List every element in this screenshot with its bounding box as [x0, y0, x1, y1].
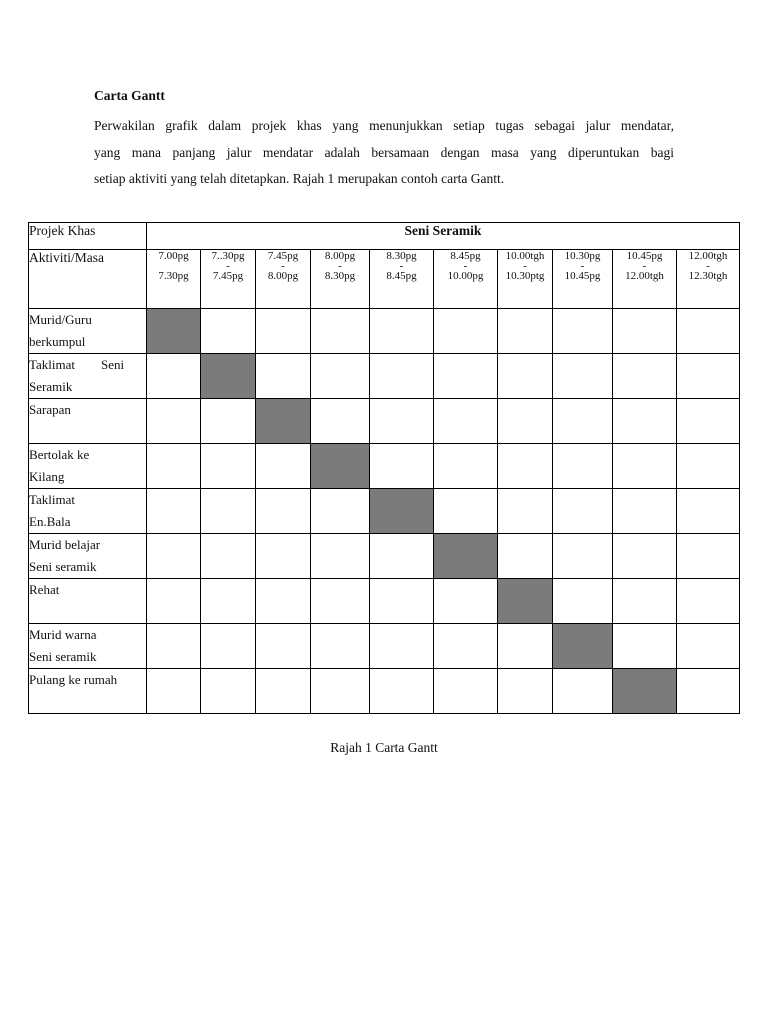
- time-slot-start: 10.30pg: [564, 250, 601, 262]
- gantt-bar: [553, 624, 613, 669]
- gantt-cell: [370, 309, 434, 354]
- gantt-cell: [677, 534, 740, 579]
- time-slot-header: [613, 250, 677, 309]
- gantt-cell: [201, 534, 256, 579]
- time-slot-start: 12.00tgh: [688, 250, 728, 262]
- time-slot-dash: -: [523, 260, 527, 272]
- gantt-cell: [256, 624, 311, 669]
- gantt-cell: [553, 534, 613, 579]
- gantt-cell: [613, 579, 677, 624]
- time-slot-start: 8.30pg: [386, 250, 417, 262]
- time-slot-header: [370, 250, 434, 309]
- gantt-cell: [613, 444, 677, 489]
- time-slot-start: 7.00pg: [158, 250, 189, 262]
- gantt-cell: [434, 309, 498, 354]
- time-slot-start: 10.45pg: [626, 250, 663, 262]
- gantt-bar: [434, 534, 498, 579]
- gantt-cell: [201, 444, 256, 489]
- gantt-cell: [201, 399, 256, 444]
- gantt-cell: [256, 534, 311, 579]
- gantt-cell: [434, 669, 498, 714]
- activity-name: [29, 534, 147, 579]
- activity-name-line: Kilang: [29, 469, 65, 484]
- gantt-cell: [677, 669, 740, 714]
- gantt-cell: [201, 309, 256, 354]
- gantt-cell: [311, 399, 370, 444]
- gantt-cell: [370, 399, 434, 444]
- gantt-cell: [498, 444, 553, 489]
- time-slot-start: 8.45pg: [450, 250, 481, 262]
- gantt-cell: [311, 489, 370, 534]
- project-row: [29, 223, 740, 250]
- activity-name: [29, 399, 147, 444]
- activity-name-line: Murid warna: [29, 627, 97, 642]
- gantt-cell: [677, 624, 740, 669]
- time-slot-header: [553, 250, 613, 309]
- gantt-bar: [370, 489, 434, 534]
- gantt-cell: [498, 489, 553, 534]
- activity-name: [29, 669, 147, 714]
- gantt-cell: [201, 669, 256, 714]
- gantt-cell: [256, 579, 311, 624]
- activity-name-line: Seni seramik: [29, 559, 97, 574]
- activity-row: [29, 354, 740, 399]
- gantt-cell: [311, 534, 370, 579]
- time-header-row: [29, 250, 740, 309]
- activity-name-line: Murid belajar: [29, 537, 101, 552]
- gantt-cell: [434, 489, 498, 534]
- time-slot-header: [201, 250, 256, 309]
- document-heading: Carta Gantt: [94, 88, 165, 103]
- activity-name-line: Seni seramik: [29, 649, 97, 664]
- gantt-cell: [147, 669, 201, 714]
- gantt-bar: [311, 444, 370, 489]
- paragraph-line: setiap aktiviti yang telah ditetapkan. Rajah 1 merupakan contoh carta Gantt.: [94, 171, 505, 186]
- activity-name-line: Taklimat: [29, 492, 76, 507]
- intro-paragraph: [94, 113, 674, 193]
- time-slot-dash: -: [281, 260, 285, 272]
- gantt-bar: [498, 579, 553, 624]
- gantt-cell: [256, 354, 311, 399]
- activity-name: [29, 489, 147, 534]
- gantt-cell: [613, 624, 677, 669]
- activity-row: [29, 399, 740, 444]
- time-slot-dash: -: [338, 260, 342, 272]
- gantt-cell: [370, 354, 434, 399]
- gantt-cell: [677, 354, 740, 399]
- gantt-cell: [498, 669, 553, 714]
- activity-name: [29, 354, 147, 399]
- gantt-bar: [147, 309, 201, 354]
- time-slot-end: 7.30pg: [158, 270, 189, 282]
- gantt-cell: [311, 579, 370, 624]
- gantt-cell: [553, 444, 613, 489]
- activity-name-line: Seramik: [29, 379, 73, 394]
- gantt-cell: [434, 624, 498, 669]
- gantt-cell: [147, 354, 201, 399]
- activity-row: [29, 669, 740, 714]
- time-slot-end: 10.30ptg: [505, 270, 545, 282]
- gantt-cell: [553, 354, 613, 399]
- time-slot-end: 8.30pg: [324, 270, 356, 282]
- gantt-cell: [147, 534, 201, 579]
- gantt-cell: [256, 444, 311, 489]
- gantt-cell: [256, 309, 311, 354]
- time-slot-dash: -: [399, 260, 404, 272]
- gantt-cell: [370, 624, 434, 669]
- gantt-bar: [256, 399, 311, 444]
- gantt-cell: [256, 669, 311, 714]
- time-slot-header: [498, 250, 553, 309]
- gantt-bar: [201, 354, 256, 399]
- gantt-cell: [370, 534, 434, 579]
- activity-name: [29, 579, 147, 624]
- time-slot-start: 10.00tgh: [505, 250, 545, 262]
- gantt-cell: [311, 354, 370, 399]
- activity-name: [29, 624, 147, 669]
- gantt-cell: [434, 354, 498, 399]
- gantt-cell: [370, 579, 434, 624]
- gantt-cell: [498, 534, 553, 579]
- time-slot-header: [311, 250, 370, 309]
- gantt-cell: [553, 669, 613, 714]
- gantt-cell: [498, 624, 553, 669]
- gantt-cell: [613, 534, 677, 579]
- time-slot-dash: -: [642, 260, 647, 272]
- time-slot-start: 8.00pg: [324, 250, 356, 262]
- activity-name: [29, 309, 147, 354]
- time-slot-end: 8.45pg: [386, 270, 417, 282]
- activity-row: [29, 309, 740, 354]
- activity-row: [29, 624, 740, 669]
- gantt-cell: [311, 669, 370, 714]
- activity-name-line: Murid/Guru: [29, 312, 92, 327]
- time-slot-dash: -: [580, 260, 585, 272]
- gantt-cell: [370, 444, 434, 489]
- project-label: Projek Khas: [29, 223, 147, 250]
- gantt-body: [29, 309, 740, 714]
- gantt-cell: [613, 354, 677, 399]
- activity-name-line: Sarapan: [29, 402, 71, 417]
- gantt-cell: [201, 624, 256, 669]
- activity-name-line: Bertolak ke: [29, 447, 90, 462]
- activity-row: [29, 489, 740, 534]
- activity-name-line: Taklimat Seni: [29, 357, 125, 372]
- gantt-cell: [677, 399, 740, 444]
- gantt-cell: [553, 489, 613, 534]
- time-slot-dash: -: [706, 260, 710, 272]
- gantt-cell: [147, 624, 201, 669]
- time-slot-end: 12.30tgh: [688, 270, 728, 282]
- activity-name-line: berkumpul: [29, 334, 86, 349]
- gantt-cell: [434, 399, 498, 444]
- gantt-cell: [147, 444, 201, 489]
- gantt-cell: [613, 489, 677, 534]
- time-slot-header: [677, 250, 740, 309]
- time-slot-end: 12.00tgh: [625, 270, 664, 282]
- gantt-cell: [311, 309, 370, 354]
- gantt-cell: [677, 489, 740, 534]
- gantt-cell: [434, 579, 498, 624]
- paragraph-line: yang mana panjang jalur mendatar adalah bersamaan dengan masa yang diperuntukan bagi: [94, 144, 674, 160]
- gantt-cell: [147, 579, 201, 624]
- time-slot-start: 7..30pg: [211, 250, 245, 262]
- gantt-cell: [677, 309, 740, 354]
- gantt-cell: [553, 309, 613, 354]
- activity-name-line: En.Bala: [29, 514, 71, 529]
- time-slot-header: [256, 250, 311, 309]
- gantt-cell: [147, 399, 201, 444]
- time-slot-start: 7.45pg: [267, 250, 299, 262]
- figure-caption: Rajah 1 Carta Gantt: [330, 740, 438, 755]
- gantt-cell: [311, 624, 370, 669]
- time-slot-end: 7.45pg: [212, 270, 244, 282]
- activity-time-label: Aktiviti/Masa: [29, 250, 147, 309]
- time-slot-dash: -: [463, 260, 468, 272]
- time-slot-dash: -: [226, 260, 230, 272]
- gantt-cell: [677, 444, 740, 489]
- activity-row: [29, 579, 740, 624]
- time-slot-end: 10.00pg: [447, 270, 484, 282]
- activity-name-line: Rehat: [29, 582, 60, 597]
- gantt-cell: [677, 579, 740, 624]
- time-slot-header: [434, 250, 498, 309]
- project-title: Seni Seramik: [147, 223, 740, 250]
- gantt-cell: [498, 309, 553, 354]
- gantt-cell: [498, 354, 553, 399]
- gantt-cell: [147, 489, 201, 534]
- activity-row: [29, 444, 740, 489]
- time-slot-end: 10.45pg: [564, 270, 601, 282]
- activity-name: [29, 444, 147, 489]
- gantt-cell: [613, 399, 677, 444]
- time-slot-dash: [147, 263, 200, 270]
- gantt-cell: [553, 579, 613, 624]
- gantt-cell: [370, 669, 434, 714]
- activity-name-line: Pulang ke rumah: [29, 672, 118, 687]
- gantt-cell: [498, 399, 553, 444]
- gantt-cell: [553, 399, 613, 444]
- gantt-cell: [613, 309, 677, 354]
- paragraph-line: Perwakilan grafik dalam projek khas yang menunjukkan setiap tugas sebagai jalur mendatar,: [94, 118, 674, 133]
- gantt-bar: [613, 669, 677, 714]
- gantt-cell: [434, 444, 498, 489]
- time-slot-end: 8.00pg: [267, 270, 299, 282]
- gantt-cell: [201, 489, 256, 534]
- time-slot-header: [147, 250, 201, 309]
- activity-row: [29, 534, 740, 579]
- gantt-cell: [201, 579, 256, 624]
- gantt-cell: [256, 489, 311, 534]
- gantt-chart-table: [28, 222, 740, 714]
